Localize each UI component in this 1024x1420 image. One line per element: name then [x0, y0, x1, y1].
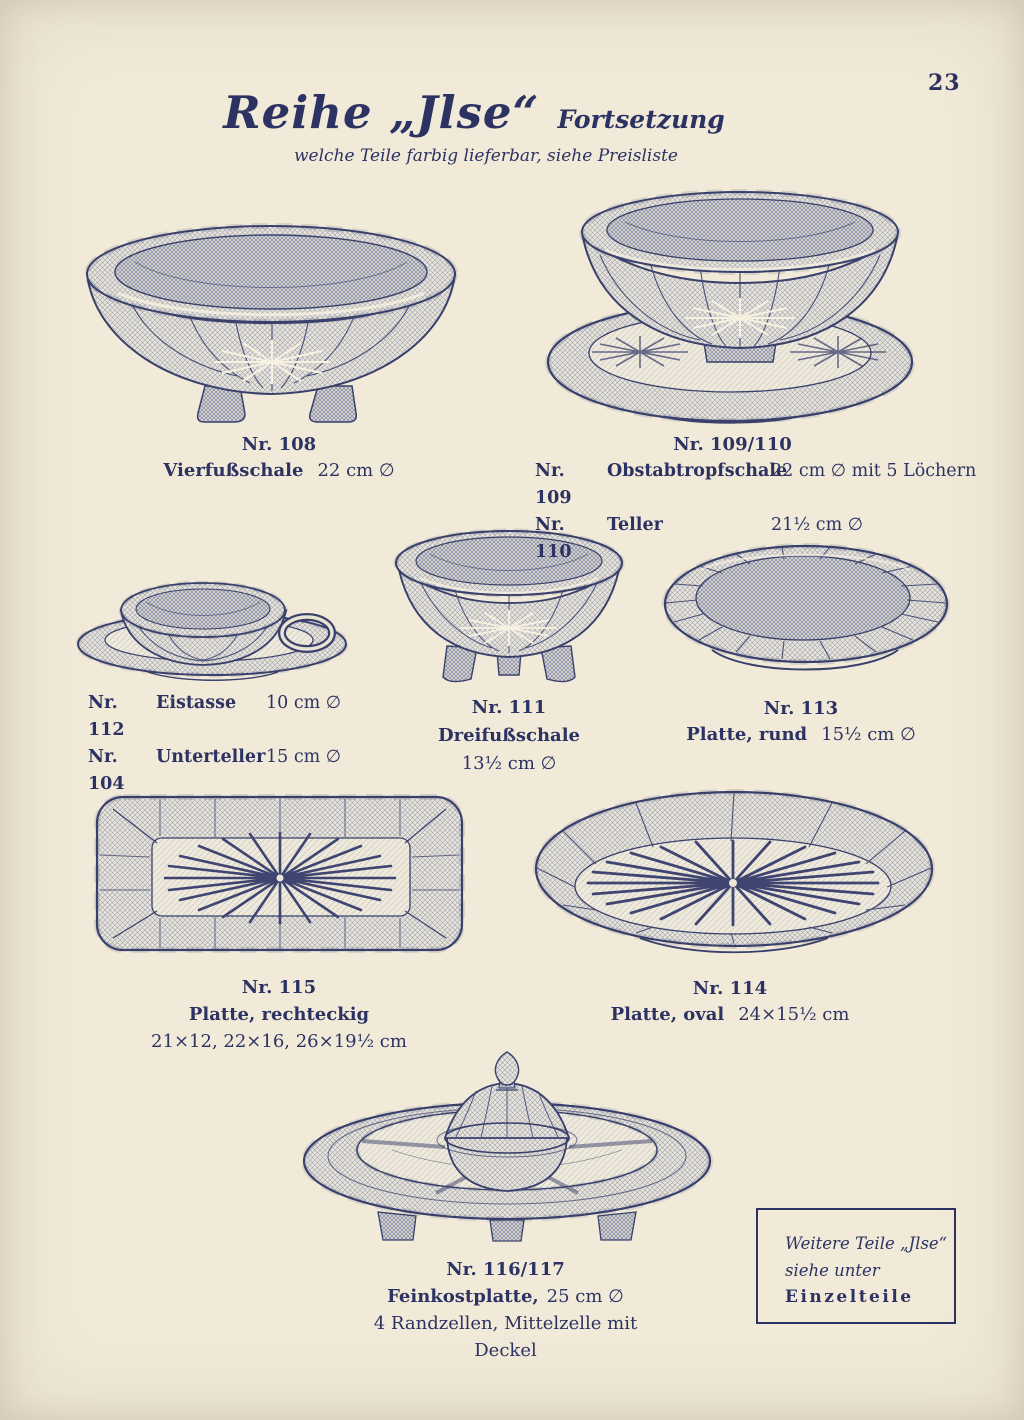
item-113-line: [665, 722, 937, 748]
info-box-line-2: siehe unter: [785, 1261, 880, 1280]
page-number: 23: [928, 70, 961, 96]
item-109-110-number: Nr. 109/110: [673, 434, 792, 455]
item-111-number: Nr. 111: [471, 697, 547, 718]
info-box-line-3: Einzelteile: [785, 1287, 914, 1307]
item-110-size: 21½ cm ∅: [771, 515, 863, 535]
illustration-feinkostplatte: [304, 1052, 710, 1241]
item-110-number: Nr. 110: [535, 515, 572, 562]
series-subtitle: welche Teile farbig lieferbar, siehe Preisliste: [294, 146, 678, 166]
item-108-number: Nr. 108: [241, 434, 317, 455]
item-110-name: Teller: [607, 515, 663, 535]
item-108-line: [129, 458, 429, 484]
caption-item-114: [580, 976, 880, 1028]
item-112-name: Eistasse: [156, 693, 237, 713]
item-108-size: 22 cm ∅: [317, 460, 395, 481]
item-104-number: Nr. 104: [88, 747, 125, 794]
caption-item-109-110-rows: [535, 458, 976, 566]
item-114-number: Nr. 114: [692, 978, 768, 999]
item-113-number: Nr. 113: [763, 698, 839, 719]
item-116-117-number: Nr. 116/117: [446, 1259, 565, 1280]
page-header: [0, 86, 948, 139]
caption-item-109-110-heading: [535, 432, 930, 458]
item-109-number: Nr. 109: [535, 461, 572, 508]
series-title-suffix: Fortsetzung: [557, 105, 725, 134]
item-116-117-name: Feinkostplatte,: [387, 1286, 539, 1307]
info-box-einzelteile: [756, 1208, 956, 1324]
item-109-name: Obstabtropfschale: [607, 461, 788, 481]
lid-finial: [495, 1052, 518, 1085]
series-title: Reihe „Jlse“: [223, 86, 540, 139]
illustration-vierfussschale: [87, 226, 455, 422]
item-111-size: 13½ cm ∅: [461, 753, 557, 774]
item-116-117-desc: 4 Randzellen, Mittelzelle mit Deckel: [373, 1313, 638, 1361]
item-115-name: Platte, rechteckig: [188, 1004, 370, 1025]
item-115-number: Nr. 115: [241, 977, 317, 998]
caption-item-108: [129, 432, 429, 484]
item-111-name: Dreifußschale: [437, 725, 581, 746]
item-112-size: 10 cm ∅: [266, 693, 342, 713]
illustration-eistasse-unterteller: [78, 583, 346, 680]
info-box-line-1: Weitere Teile „Jlse“: [785, 1234, 948, 1253]
item-113-size: 15½ cm ∅: [821, 724, 916, 745]
caption-item-115: [128, 974, 430, 1055]
illustration-platte-rechteckig: [97, 797, 462, 950]
item-109-size: 22 cm ∅ mit 5 Löchern: [771, 461, 977, 481]
item-115-size: 21×12, 22×16, 26×19½ cm: [151, 1031, 407, 1052]
illustration-platte-oval: [536, 792, 932, 952]
caption-item-116-117: [353, 1256, 658, 1364]
item-114-line: [580, 1002, 880, 1028]
caption-item-113: [665, 696, 937, 748]
caption-item-111: [385, 694, 633, 778]
caption-item-112-104-rows: [88, 690, 341, 798]
item-114-name: Platte, oval: [610, 1004, 725, 1025]
item-104-size: 15 cm ∅: [266, 747, 342, 767]
item-114-size: 24×15½ cm: [738, 1004, 850, 1025]
item-112-number: Nr. 112: [88, 693, 125, 740]
illustration-obstabtropfschale-mit-teller: [548, 192, 912, 423]
item-113-name: Platte, rund: [686, 724, 808, 745]
item-108-name: Vierfußschale: [163, 460, 304, 481]
item-116-117-size: 25 cm ∅: [546, 1286, 624, 1307]
item-116-117-line: [353, 1283, 658, 1310]
item-104-name: Unterteller: [156, 747, 266, 767]
